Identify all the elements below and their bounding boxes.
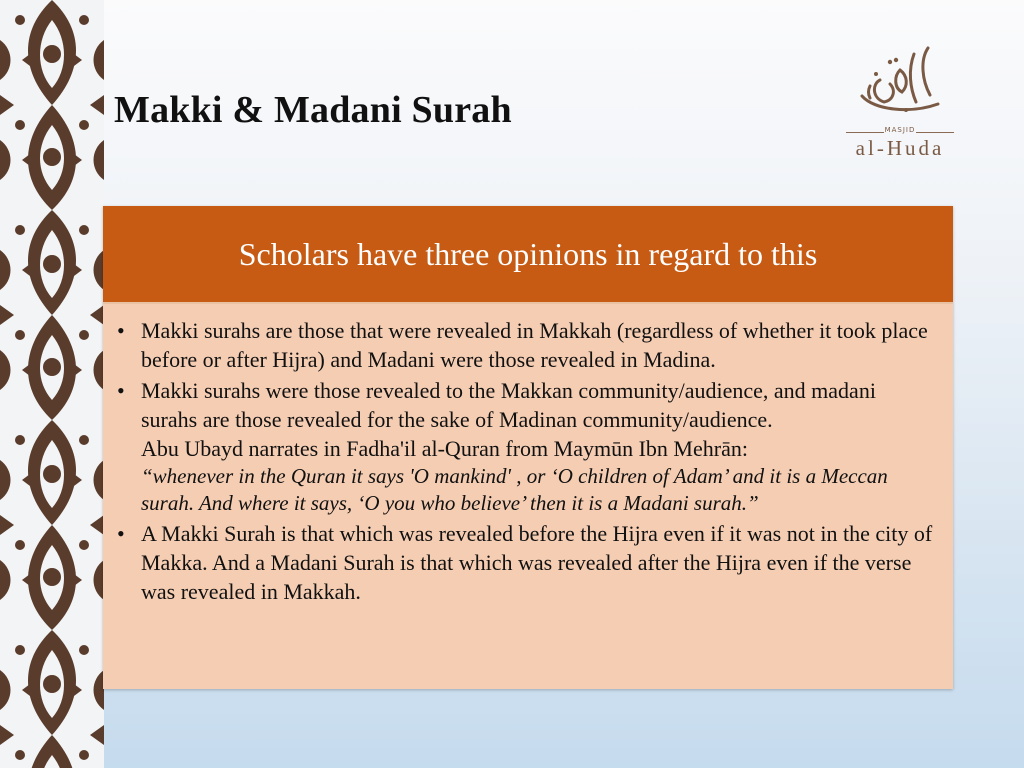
panel-header: Scholars have three opinions in regard to this bbox=[103, 206, 953, 304]
masjid-calligraphy-logo-icon bbox=[850, 40, 950, 120]
list-item bbox=[115, 376, 937, 517]
quote-text: “whenever in the Quran it says 'O mankind' , or ‘O children of Adam’ and it is a Meccan surah. And where it says, ‘O you who believe’ then it is a Madani surah.” bbox=[141, 464, 888, 515]
opinions-list bbox=[115, 316, 937, 606]
list-item-text: Makki surahs were those revealed to the Makkan community/audience, and madani surahs are those revealed for the sake of Madinan community/audience. bbox=[141, 378, 876, 432]
logo-name: al-Huda bbox=[855, 136, 945, 160]
list-item bbox=[115, 519, 937, 606]
masjid-logo bbox=[840, 40, 960, 165]
panel-body bbox=[103, 304, 953, 689]
slide-title: Makki & Madani Surah bbox=[114, 89, 512, 131]
decorative-ornament-border bbox=[0, 0, 104, 768]
content-panel bbox=[103, 206, 953, 689]
narration-text: Abu Ubayd narrates in Fadha'il al-Quran from Maymūn Ibn Mehrān: bbox=[141, 436, 748, 461]
bullet-icon: • bbox=[117, 378, 125, 403]
list-item-text: A Makki Surah is that which was revealed before the Hijra even if it was not in the city of Makka. And a Madani Surah is that which was revealed after the Hijra even if the verse was revealed in Makkah. bbox=[141, 521, 933, 604]
bullet-icon: • bbox=[117, 521, 125, 546]
logo-masjid-text: MASJID bbox=[884, 126, 916, 134]
list-item-text: Makki surahs are those that were revealed in Makkah (regardless of whether it took place before or after Hijra) and Madani were those revealed in Madina. bbox=[141, 318, 928, 372]
list-item bbox=[115, 316, 937, 374]
bullet-icon: • bbox=[117, 318, 125, 343]
